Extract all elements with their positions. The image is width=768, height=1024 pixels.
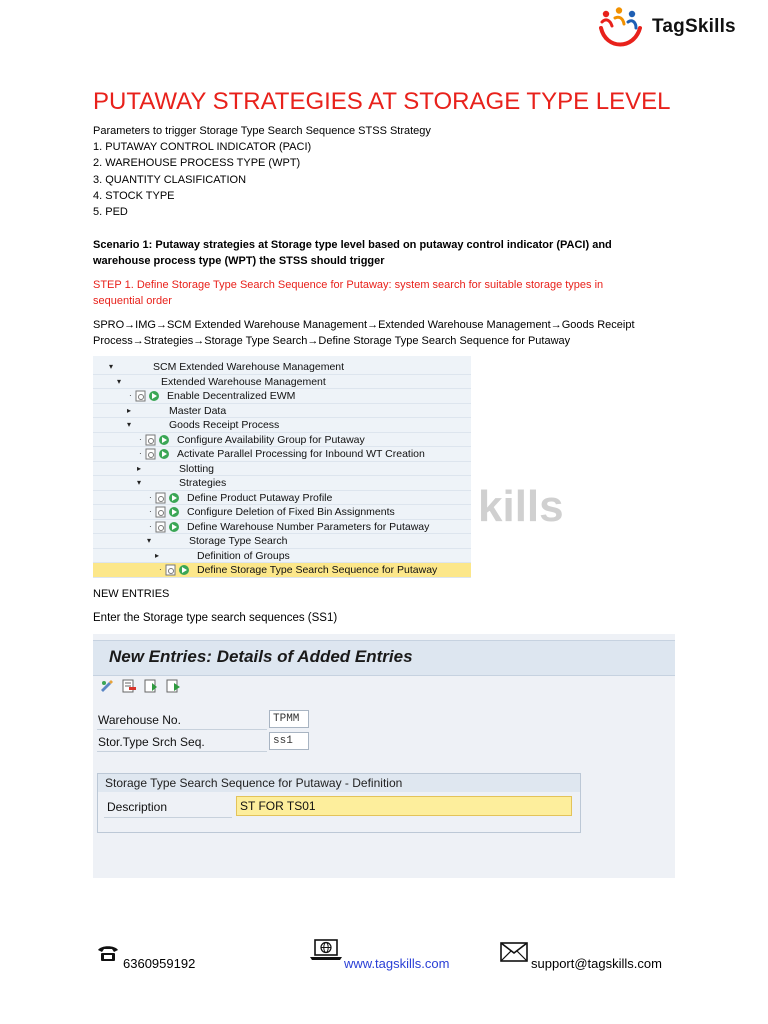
label-underline xyxy=(97,751,267,752)
step-line: sequential order xyxy=(93,295,172,307)
sap-new-entries-screen xyxy=(93,634,675,878)
leaf-dot-icon[interactable]: · xyxy=(149,492,152,502)
footer-email[interactable]: support@tagskills.com xyxy=(531,956,662,971)
leaf-dot-icon[interactable]: · xyxy=(139,449,142,458)
leaf-dot-icon[interactable]: · xyxy=(129,391,132,400)
footer-phone: 6360959192 xyxy=(123,956,196,971)
tree-node[interactable] xyxy=(93,404,471,419)
tree-node[interactable] xyxy=(93,520,471,535)
warehouse-no-label: Warehouse No. xyxy=(98,713,181,727)
stor-type-srch-seq-field[interactable]: ss1 xyxy=(269,732,309,750)
next-entry-icon[interactable] xyxy=(165,678,181,694)
watermark: kills xyxy=(478,482,564,531)
img-activity-icon[interactable] xyxy=(135,390,165,402)
collapsed-right-icon[interactable]: ▸ xyxy=(155,550,160,560)
tree-node-label: Strategies xyxy=(179,477,227,489)
img-activity-icon[interactable] xyxy=(155,492,185,504)
expand-down-icon[interactable]: ▾ xyxy=(137,478,142,487)
description-field[interactable]: ST FOR TS01 xyxy=(236,796,572,816)
img-activity-icon[interactable] xyxy=(165,564,195,576)
scenario-line: warehouse process type (WPT) the STSS should trigger xyxy=(93,255,385,267)
new-entries-label: NEW ENTRIES xyxy=(93,588,170,600)
param-item: 3. QUANTITY CLASIFICATION xyxy=(93,174,247,186)
tree-node-label: Define Warehouse Number Parameters for Putaway xyxy=(187,520,430,533)
tree-node-label: Define Product Putaway Profile xyxy=(187,491,333,504)
tree-node[interactable] xyxy=(93,389,471,404)
description-label: Description xyxy=(107,800,168,814)
tree-node[interactable] xyxy=(93,491,471,506)
tree-node-label: Extended Warehouse Management xyxy=(161,375,326,388)
display-change-icon[interactable] xyxy=(99,678,115,694)
tree-node-label: Goods Receipt Process xyxy=(169,419,280,431)
expand-down-icon[interactable]: ▾ xyxy=(109,362,114,371)
collapsed-right-icon[interactable]: ▸ xyxy=(137,463,142,473)
page-title: PUTAWAY STRATEGIES AT STORAGE TYPE LEVEL xyxy=(93,88,671,115)
tree-node[interactable] xyxy=(93,375,471,390)
tree-node-label: Storage Type Search xyxy=(189,535,288,547)
tree-node-label: Enable Decentralized EWM xyxy=(167,390,296,402)
tree-node[interactable] xyxy=(93,418,471,433)
tree-node-label: Activate Parallel Processing for Inbound WT Creation xyxy=(177,448,425,460)
tree-node-label: Configure Availability Group for Putaway xyxy=(177,433,365,446)
tree-node[interactable] xyxy=(93,462,471,477)
param-item: 1. PUTAWAY CONTROL INDICATOR (PACI) xyxy=(93,141,312,153)
laptop-web-icon xyxy=(309,938,343,962)
label-underline xyxy=(97,729,267,730)
tree-node[interactable] xyxy=(93,505,471,520)
tree-node[interactable] xyxy=(93,563,471,578)
param-item: 4. STOCK TYPE xyxy=(93,190,175,202)
img-activity-icon[interactable] xyxy=(145,448,175,460)
delete-entry-icon[interactable] xyxy=(121,678,137,694)
tree-node[interactable] xyxy=(93,360,471,375)
tree-node[interactable] xyxy=(93,549,471,564)
tree-node[interactable] xyxy=(93,534,471,549)
leaf-dot-icon[interactable]: · xyxy=(149,507,152,516)
param-item: 2. WAREHOUSE PROCESS TYPE (WPT) xyxy=(93,157,301,169)
img-activity-icon[interactable] xyxy=(155,521,185,533)
expand-down-icon[interactable]: ▾ xyxy=(147,536,152,545)
leaf-dot-icon[interactable]: · xyxy=(139,434,142,444)
definition-group-box xyxy=(97,773,581,833)
group-title: Storage Type Search Sequence for Putaway - Definition xyxy=(98,774,580,792)
sap-title-bar xyxy=(93,640,675,676)
img-activity-icon[interactable] xyxy=(145,434,175,446)
tree-node-label: Definition of Groups xyxy=(197,549,290,562)
leaf-dot-icon[interactable]: · xyxy=(149,521,152,531)
expand-down-icon[interactable]: ▾ xyxy=(127,420,132,429)
previous-entry-icon[interactable] xyxy=(143,678,159,694)
sap-screen-title: New Entries: Details of Added Entries xyxy=(109,647,413,666)
tree-node-label: Master Data xyxy=(169,404,227,417)
brand-name: TagSkills xyxy=(652,16,736,37)
collapsed-right-icon[interactable]: ▸ xyxy=(127,405,132,415)
tree-node-label: Define Storage Type Search Sequence for Putaway xyxy=(197,564,438,576)
warehouse-no-field[interactable]: TPMM xyxy=(269,710,309,728)
leaf-dot-icon[interactable]: · xyxy=(159,565,162,574)
img-activity-icon[interactable] xyxy=(155,506,185,518)
phone-icon xyxy=(97,944,119,962)
img-tree xyxy=(93,356,471,578)
scenario-line: Scenario 1: Putaway strategies at Storage type level based on putaway control indicator (PACI) and xyxy=(93,239,612,251)
label-underline xyxy=(104,817,232,818)
menu-path-line: Process→Strategies→Storage Type Search→Define Storage Type Search Sequence for Putaway xyxy=(93,335,571,347)
step-line: STEP 1. Define Storage Type Search Sequence for Putaway: system search for suitable storage types in xyxy=(93,279,604,291)
menu-path-line: SPRO→IMG→SCM Extended Warehouse Management→Extended Warehouse Management→Goods Receipt xyxy=(93,319,635,331)
tree-node[interactable] xyxy=(93,447,471,462)
tree-node-label: Slotting xyxy=(179,462,215,475)
email-icon xyxy=(500,942,528,962)
expand-down-icon[interactable]: ▾ xyxy=(117,376,122,386)
param-item: 5. PED xyxy=(93,206,128,218)
stor-type-srch-seq-label: Stor.Type Srch Seq. xyxy=(98,735,205,749)
tree-node-label: SCM Extended Warehouse Management xyxy=(153,361,345,373)
tree-node-label: Configure Deletion of Fixed Bin Assignments xyxy=(187,506,395,518)
enter-text: Enter the Storage type search sequences (SS1) xyxy=(93,612,338,624)
params-intro: Parameters to trigger Storage Type Search Sequence STSS Strategy xyxy=(93,125,431,137)
footer-website-link[interactable]: www.tagskills.com xyxy=(344,956,450,971)
tree-node[interactable] xyxy=(93,433,471,448)
tree-node[interactable] xyxy=(93,476,471,491)
